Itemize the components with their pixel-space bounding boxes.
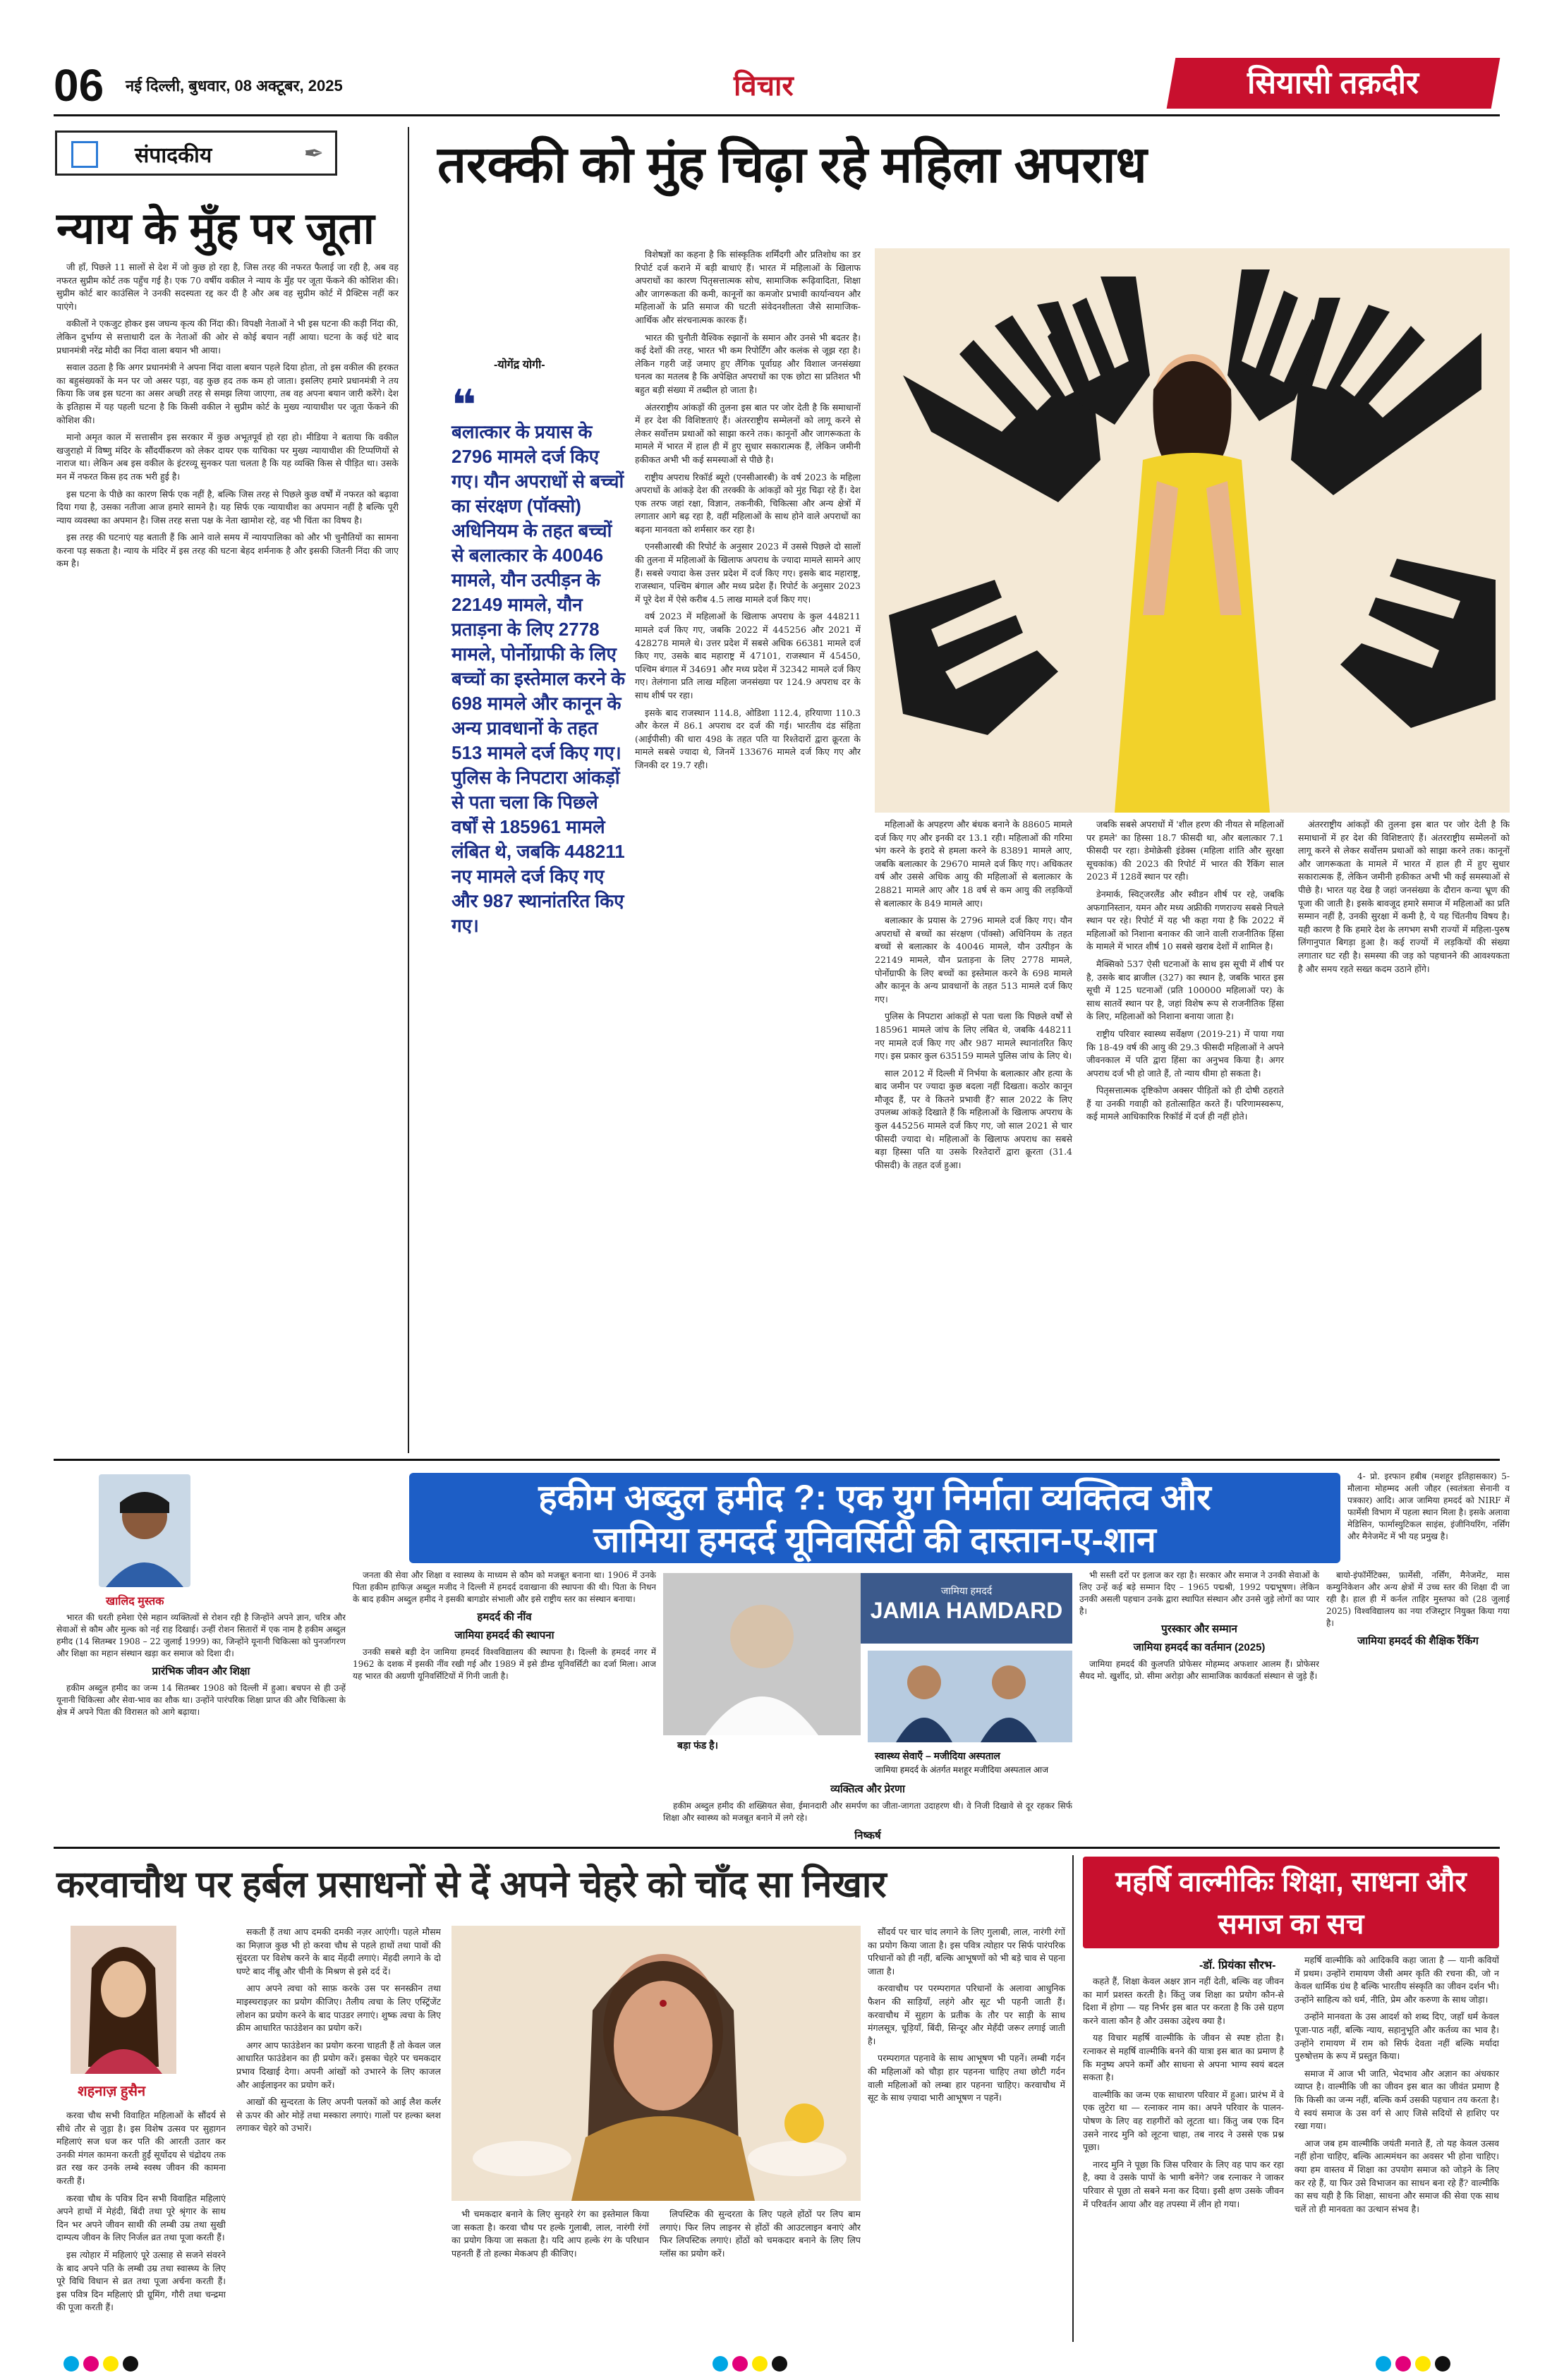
brand-title: सियासी तक़दीर [1247, 66, 1419, 100]
author-portrait-icon [99, 1474, 190, 1587]
hamdard-headline-1: हकीम अब्दुल हमीद ?: एक युग निर्माता व्यक्तित्व और [538, 1478, 1211, 1517]
crime-illustration [875, 248, 1510, 813]
karwa-paragraph: अगर आप फाउंडेशन का प्रयोग करना चाहती हैं तो केवल जल आधारित फाउंडेशन का ही प्रयोग करें। इसका चेहरे पर चमकदार प्रभाव दिखाई देगा। अपनी आंखों को उभारने के लिए काजल और आईलाइनर का प्रयोग करें। [236, 2039, 441, 2090]
crime-paragraph: अंतरराष्ट्रीय आंकड़ों की तुलना इस बात पर जोर देती है कि समाधानों में हर देश की विशिष्टताएं हैं। अंतरराष्ट्रीय सम्मेलनों को लागू करने से लेकर सर्वोत्तम प्रथाओं को साझा करने तक। कानूनों और जागरूकता के मामले में भारत में हाल ही में हुए सुधार सकारात्मक हैं, लेकिन जमीनी हकीकत अभी भी कई समस्याओं से पीछे है। भारत यह देख है जहां जनसंख्या के दौरान कन्या भ्रूण की पूजा की जाती है। इसके बावजूद हमारे समाज में महिलाओं का प्रति सम्मान नहीं है, उनकी सुरक्षा में कमी है, ये यह चिंतनीय विषय है। यही कारण है कि हमारे देश के लगभग सभी राज्यों में महिला-पुरुष लिंगानुपात बिगड़ा हुआ है। कई राज्यों में लड़कियों की संख्या लगातार घट रही है। समस्या की जड़ को पहचानने की आवश्यकता है और समय रहते सख्त कदम उठाने होंगे। [1298, 819, 1510, 974]
hamdard-subhead: प्रारंभिक जीवन और शिक्षा [152, 1665, 250, 1677]
karwa-headline: करवाचौथ पर हर्बल प्रसाधनों से दें अपने चेहरे को चाँद सा निखार [56, 1864, 887, 1905]
hamdard-paragraph: भी सस्ती दरों पर इलाज कर रहा है। सरकार और समाज ने उनकी सेवाओं के लिए उन्हें कई बड़े सम्मान दिए – 1965 पद्मश्री, 1992 पद्मभूषण। लेकिन उनकी असली पहचान उनके द्वारा स्थापित संस्थान और उनसे जुड़े लोगों का प्यार है। [1079, 1570, 1319, 1616]
editorial-paragraph: मानो अमृत काल में सत्तासीन इस सरकार में कुछ अभूतपूर्व हो रहा हो। मीडिया ने बताया कि वकील खजुराहो में विष्णु मंदिर के सौंदर्यीकरण को लेकर दायर एक याचिका पर मुख्य न्यायाधीश की टिप्पणियों से नाराज था। लेकिन अब इस वकील के इंटरव्यू सुनकर पता चलता है कि यह व्यक्ति किस से पीड़ित था। उसके मन में नफरत किस हद तक भरी हुई है। [56, 432, 399, 482]
karwa-col-5 [868, 1926, 1065, 2342]
valmiki-headline-band [1083, 1857, 1499, 1948]
registration-dot [103, 2356, 119, 2372]
registration-dot [63, 2356, 79, 2372]
officials-photo [868, 1651, 1072, 1742]
registration-dot [752, 2356, 768, 2372]
valmiki-author: -डॉ. प्रियंका सौरभ- [1199, 1960, 1276, 1972]
crime-col-2 [875, 818, 1072, 1451]
registration-dot [1395, 2356, 1411, 2372]
hamdard-subhead: जामिया हमदर्द का वर्तमान (2025) [1133, 1641, 1266, 1653]
crime-paragraph: राष्ट्रीय परिवार स्वास्थ्य सर्वेक्षण (2019-21) में पाया गया कि 18-49 वर्ष की आयु की 29.3 फीसदी महिलाओं ने अपने जीवनकाल में पति द्वारा हिंसा का अनुभव किया है। अगर अपराध दर्ज भी हो जाते हैं, तो न्याय धीमा हो सकता है। [1086, 1028, 1284, 1079]
karwa-col-2 [236, 1926, 441, 2342]
karwa-paragraph: करवाचौथ पर परम्परागत परिधानों के अलावा आधुनिक फैशन की साड़ियाँ, लहंगे और सूट भी पहनी जाती हैं। करवाचौथ में सुहाग के प्रतीक के तौर पर साड़ी के साथ मंगलसूत्र, चूड़ियाँ, बिंदी, सिन्दूर और मेहँदी जरूर लगाई जाती है। [868, 1983, 1065, 2046]
registration-marks-right [1376, 2356, 1455, 2374]
registration-dot [1435, 2356, 1450, 2372]
hamdard-paragraph: जनता की सेवा और शिक्षा व स्वास्थ्य के माध्यम से कौम को मजबूत बनाना था। 1906 में उनके पिता हकीम हाफिज़ अब्दुल मजीद ने दिल्ली में हमदर्द दवाखाना की स्थापना की थी। पिता के निधन के बाद हकीम अब्दुल हमीद ने इसकी बागडोर संभाली और इसे राष्ट्रीय स्तर का संस्थान बनाया। [353, 1570, 656, 1604]
valmiki-paragraph: समाज में आज भी जाति, भेदभाव और अज्ञान का अंधकार व्याप्त है। वाल्मीकि जी का जीवन इस बात का जीवंत प्रमाण है कि किसी का जन्म नहीं, बल्कि कर्म उसकी पहचान तय करता है। ये स्वयं समाज के उस वर्ग से आए जिसे सदियों से हाशिए पर रखा गया। [1295, 2068, 1499, 2132]
crime-paragraph: एनसीआरबी की रिपोर्ट के अनुसार 2023 में उससे पिछले दो सालों की तुलना में महिलाओं के खिलाफ अपराध के ज्यादा मामले सामने आए हैं। सबसे ज्यादा केस उत्तर प्रदेश में दर्ज किए गए। इसके बाद महाराष्ट्र, राजस्थान, पश्चिम बंगाल और मध्य प्रदेश हैं। रिपोर्ट के अनुसार 2023 में पूरे देश में ऐसे करीब 4.5 लाख मामले दर्ज किए गए। [635, 541, 861, 605]
section-title: विचार [734, 71, 794, 102]
quote-mark-icon: ❝ [451, 381, 477, 430]
registration-dot [732, 2356, 748, 2372]
page-number: 06 [54, 60, 104, 111]
crime-paragraph: डेनमार्क, स्विट्जरलैंड और स्वीडन शीर्ष पर रहे, जबकि अफगानिस्तान, यमन और मध्य अफ्रीकी गणराज्य सबसे निचले स्थान पर रहे। रिपोर्ट में यह भी कहा गया है कि 2022 में महिलाओं को निशाना बनाकर की जाने वाली राजनीतिक हिंसा के मामले में भारत शीर्ष 10 सबसे खराब देशों में शामिल है। [1086, 888, 1284, 952]
registration-dot [713, 2356, 728, 2372]
karwa-col-4 [660, 2208, 861, 2342]
pull-quote-text: बलात्कार के प्रयास के 2796 मामले दर्ज किए गए। यौन अपराधों से बच्चों का संरक्षण (पॉक्सो) अधिनियम के तहत बच्चों से बलात्कार के 40046 मामले, यौन उत्पीड़न के 22149 मामले, यौन प्रताड़ना के लिए 2778 मामले, पोर्नोग्राफी के लिए बच्चों का इस्तेमाल करने के 698 मामले और कानून के अन्य प्रावधानों के तहत 513 मामले दर्ज किए गए। पुलिस के निपटारा आंकड़ों से पता चला कि पिछले वर्षों से 185961 मामले लंबित थे, जबकि 448211 नए मामले दर्ज किए गए और 987 स्थानांतरित किए गए। [451, 421, 626, 936]
crime-paragraph: राष्ट्रीय अपराध रिकॉर्ड ब्यूरो (एनसीआरबी) के वर्ष 2023 के महिला अपराधों के आंकड़े देश की तरक्की के आंकड़ों को मुंह चिढ़ा रहे हैं। देश एक तरफ जहां रक्षा, विज्ञान, तकनीकी, चिकित्सा और अन्य क्षेत्रों में लगातार आगे बढ़ रहा है, वहीं महिलाओं के साथ होने वाले अपराधों का बढ़ना मानवता को शर्मसार कर रहा है। [635, 471, 861, 535]
hamdard-subhead: व्यक्तित्व और प्रेरणा [830, 1783, 905, 1795]
editorial-headline: न्याय के मुँह पर जूता [56, 205, 375, 253]
hospital-caption: स्वास्थ्य सेवाएँ – मजीदिया अस्पताल [875, 1750, 1000, 1761]
crime-paragraph: वर्ष 2023 में महिलाओं के खिलाफ अपराध के कुल 448211 मामले दर्ज किए गए, जबकि 2022 में 445256 और 2021 में 428278 मामले थे। उत्तर प्रदेश में सबसे अधिक 66381 मामले दर्ज किए गए, उसके बाद महाराष्ट्र में 47101, राजस्थान में 45450, पश्चिम बंगाल में 34691 और मध्य प्रदेश में 32342 मामले दर्ज किए गए। तेलंगाना प्रति लाख महिला जनसंख्या पर 124.9 अपराध दर के साथ शीर्ष पर रहा। [635, 611, 861, 700]
crime-paragraph: पितृसत्तात्मक दृष्टिकोण अक्सर पीड़ितों को ही दोषी ठहराते हैं या उनकी गवाही को हतोत्साहित करते हैं। परिणामस्वरूप, कई मामले आधिकारिक रिकॉर्ड में दर्ज ही नहीं होते। [1086, 1085, 1284, 1122]
editorial-paragraph: इस घटना के पीछे का कारण सिर्फ एक नहीं है, बल्कि जिस तरह से पिछले कुछ वर्षों में नफरत को बढ़ावा दिया गया है, उसका नतीजा आज हमारे सामने है। यह सिर्फ एक न्यायाधीश का अपमान नहीं है बल्कि पूरी न्याय व्यवस्था का अपमान है। जिस तरह सत्ता पक्ष के नेता खामोश रहे, वह भी चिंता का विषय है। [56, 488, 399, 526]
editorial-body [56, 261, 399, 1453]
karwa-author: शहनाज़ हुसैन [78, 2084, 146, 2099]
hamdard-col-1 [56, 1612, 346, 1841]
hamdard-subhead: हमदर्द की नींव [477, 1611, 532, 1623]
hospital-caption-sub: जामिया हमदर्द के अंतर्गत मशहूर मजीदिया अस्पताल आज [875, 1765, 1049, 1775]
hamdard-paragraph: 4- प्रो. इरफान हबीब (मशहूर इतिहासकार) 5- मौलाना मोहम्मद अली जौहर (स्वतंत्रता सेनानी व पत्रकार) आदि। आज जामिया हमदर्द को NIRF में फार्मेसी विभाग में पहला स्थान मिला है। इसके अलावा मेडिसिन, फार्मास्युटिकल साइंस, इंजीनियरिंग, नर्सिंग और मैनेजमेंट में भी यह प्रमुख है। [1347, 1471, 1510, 1541]
hamdard-col-2 [353, 1570, 656, 1841]
karwa-photo [451, 1926, 861, 2201]
dateline: नई दिल्ली, बुधवार, 08 अक्टूबर, 2025 [126, 77, 343, 95]
crime-col-4 [1298, 818, 1510, 1451]
crime-paragraph: इसके बाद राजस्थान 114.8, ओडिशा 112.4, हरियाणा 110.3 और केरल में 86.1 अपराध दर दर्ज की गई। भारतीय दंड संहिता (आईपीसी) की धारा 498 के तहत पति या रिश्तेदारों द्वारा क्रूरता के मामले सबसे ज्यादा थे, जिनमें 133676 मामले दर्ज किए गए और जिनकी दर 19.7 रही। [635, 707, 861, 770]
crime-paragraph: साल 2012 में दिल्ली में निर्भया के बलात्कार और हत्या के बाद जमीन पर ज्यादा कुछ बदला नहीं दिखता। कठोर कानून मौजूद हैं, पर वे कितने प्रभावी हैं? साल 2022 के लिए उपलब्ध आंकड़े दिखाते हैं कि महिलाओं के खिलाफ अपराध के कुल 445256 मामले दर्ज किए गए, जो साल 2021 से चार फीसदी ज्यादा थे। महिलाओं के खिलाफ अपराध का सबसे बड़ा हिस्सा पति या उसके रिश्तेदारों द्वारा क्रूरता (31.4 फीसदी) के तहत दर्ज हुआ। [875, 1067, 1072, 1170]
hamdard-col-6 [663, 1778, 1072, 1841]
crime-col-3 [1086, 818, 1284, 1451]
hamdard-col-4 [1326, 1570, 1510, 1841]
column-rule [408, 127, 409, 1453]
hamdard-paragraph: भारत की धरती हमेशा ऐसे महान व्यक्तित्वों से रोशन रही है जिन्होंने अपने ज्ञान, चरित्र और सेवाओं से कौम और मुल्क को नई राह दिखाई। उन्हीं रोशन सितारों में एक नाम है हकीम अब्दुल हमीद (14 सितम्बर 1908 – 22 जुलाई 1999) का, जिन्होंने यूनानी चिकित्सा को पुनर्जागरण और शिक्षा का महान संस्थान खड़ा कर समाज को दिशा दी। [56, 1613, 346, 1658]
karwa-col-1 [56, 2109, 226, 2342]
valmiki-paragraph: कहते हैं, शिक्षा केवल अक्षर ज्ञान नहीं देती, बल्कि वह जीवन का मार्ग प्रशस्त करती है। किंतु जब शिक्षा का प्रयोग कौन-से दिशा में होगा — यह निर्भर इस बात पर करता है कि उसे ग्रहण करने वाला कौन है और उसका उद्देश्य क्या है। [1083, 1976, 1284, 2026]
karwa-paragraph: आखों की सुन्दरता के लिए अपनी पलकों को आई लैश कर्लर से ऊपर की ओर मोड़ें तथा मस्कारा लगाएं। गालों पर हल्का ब्लश लगाकर चेहरे को उभारें। [236, 2096, 441, 2134]
valmiki-col-2 [1295, 1954, 1499, 2342]
hamdard-col-3 [1079, 1570, 1319, 1841]
karwa-paragraph: करवा चौथ सभी विवाहित महिलाओं के सौंदर्य से सीधे तौर से जुड़ा है। इस विशेष उत्सव पर सुहागन महिलाएं सज धज कर पति की आरती उतार कर उनकी मंगल कामना करती हुईं सूर्योदय से चंद्रोदय तक व्रत रख कर उनके लम्बे स्वस्थ जीवन की कामना करती हैं। [56, 2110, 226, 2186]
hamdard-paragraph: हकीम अब्दुल हमीद की शख्सियत सेवा, ईमानदारी और समर्पण का जीता-जागता उदाहरण थी। वे निजी दिखावे से दूर रहकर सिर्फ शिक्षा और स्वास्थ्य को मजबूत बनाने में लगे रहे। [663, 1801, 1072, 1823]
crime-paragraph: महिलाओं के अपहरण और बंधक बनाने के 88605 मामले दर्ज किए गए और इनकी दर 13.1 रही। महिलाओं की गरिमा भंग करने के इरादे से हमला करने के 83891 मामले आए, जबकि बलात्कार के 29670 मामले दर्ज किए गए। अधिकतर वर्ष और उससे अधिक आयु की महिलाओं से बलात्कार के 28821 मामले आए और 18 वर्ष से कम आयु की लड़कियों से बलात्कार के 849 मामले आए। [875, 819, 1072, 909]
crime-paragraph: भारत की चुनौती वैश्विक रुझानों के समान और उनसे भी बदतर है। कई देशों की तरह, भारत भी कम रिपोर्टिंग और कलंक से जूझ रहा है। लेकिन गहरी जड़ें जमाए हुए लैंगिक पूर्वाग्रह और विशाल जनसंख्या घनत्व का मतलब है कि अपेक्षित अपराधों का एक छोटा सा प्रतिशत भी बहुत बड़ी संख्या में तब्दील हो जाता है। [635, 332, 861, 395]
crime-paragraph: जबकि सबसे अपराधों में 'शील हरण की नीयत से महिलाओं पर हमले' का हिस्सा 18.7 फीसदी था, और बलात्कार 7.1 फीसदी पर रहा। डेमोक्रेसी इंडेक्स (महिला शांति और सुरक्षा सूचकांक) की 2023 की रिपोर्ट में भारत की रैंकिंग साल 2023 में 128वें स्थान पर रही। [1086, 819, 1284, 882]
registration-dot [83, 2356, 99, 2372]
crime-paragraph: पुलिस के निपटारा आंकड़ों से पता चला कि पिछले वर्षों से 185961 मामले जांच के लिए लंबित थे, जबकि 448211 नए मामले दर्ज किए गए और 987 मामले स्थानांतरित किए गए। इस प्रकार कुल 635159 मामले पुलिस जांच के लिए थे। [875, 1011, 1072, 1062]
registration-marks-center [713, 2356, 792, 2374]
editorial-paragraph: सवाल उठता है कि अगर प्रधानमंत्री ने अपना निंदा वाला बयान पहले दिया होता, तो इस वकील की हरकत का बहुसंख्यकों के मन पर जो असर पड़ा, वह कुछ हद तक कम हो जाता। इसलिए हमारे प्रधानमंत्री ने तय किया कि जब इस घटना का असर अच्छी तरह से समझ लिया जाएगा, तब वह अपना बयान जारी करेंगे। देश के इतिहास में यह पहली घटना है कि किसी वकील ने सुप्रीम कोर्ट के मुख्य न्यायाधीश पर जूता फेंकने की कोशिश की। [56, 362, 399, 425]
hamdard-subhead: जामिया हमदर्द की शैक्षिक रैंकिंग [1357, 1635, 1479, 1647]
hamdard-subhead: निष्कर्ष [854, 1830, 881, 1841]
karwa-author-photo [71, 1926, 176, 2074]
karwa-col-3 [451, 2208, 649, 2342]
valmiki-col-1 [1083, 1975, 1284, 2342]
valmiki-paragraph: नारद मुनि ने पूछा कि जिस परिवार के लिए वह पाप कर रहा है, क्या वे उसके पापों के भागी बनेंगे? जब रत्नाकर ने जाकर परिवार से पूछा तो सबने मना कर दिया। इसी क्षण उसके जीवन में परिवर्तन आया और वह तपस्या में लीन हो गया। [1083, 2159, 1284, 2209]
valmiki-paragraph: आज जब हम वाल्मीकि जयंती मनाते हैं, तो यह केवल उत्सव नहीं होना चाहिए, बल्कि आत्ममंथन का अवसर भी होना चाहिए। क्या हम वास्तव में शिक्षा का उपयोग समाज को जोड़ने के लिए कर रहे हैं, या फिर उसे विभाजन का साधन बना रहे हैं? वाल्मीकि का सच यही है कि शिक्षा, साधना और समाज की सेवा एक साथ चलें तो ही मानवता का उत्थान संभव है। [1295, 2137, 1499, 2214]
karwa-paragraph: परम्परागत पहनावे के साथ आभूषण भी पहनें। लम्बी गर्दन की महिलाओं को चौड़ा हार पहनना चाहिए तथा छोटी गर्दन वाली महिलाओं को लम्बा हार पहनना चाहिए। करवाचौथ में सूट के साथ ज़्यादा भारी आभूषण न पहनें। [868, 2053, 1065, 2103]
valmiki-paragraph: वाल्मीकि का जन्म एक साधारण परिवार में हुआ। प्रारंभ में वे एक लुटेरा था — रत्नाकर नाम का। अपने परिवार के पालन-पोषण के लिए वह राहगीरों को लूटता था। किंतु जब एक दिन उसने नारद मुनि को लूटना चाहा, तब नारद ने उससे एक प्रश्न पूछा। [1083, 2089, 1284, 2153]
crime-headline: तरक्की को मुंह चिढ़ा रहे महिला अपराध [437, 137, 1147, 193]
hamdard-sign-text: JAMIA HAMDARD [870, 1598, 1063, 1623]
editorial-paragraph: इस तरह की घटनाएं यह बताती हैं कि आने वाले समय में न्यायपालिका को और भी चुनौतियों का सामना करना पड़ सकता है। न्याय के मंदिर में इस तरह की घटना बेहद शर्मनाक है और इसकी जितनी निंदा की जाए कम है। [56, 532, 399, 569]
hands-illustration [875, 248, 1510, 813]
brand-band [1167, 58, 1501, 109]
registration-marks-left [63, 2356, 143, 2374]
editorial-paragraph: वकीलों ने एकजुट होकर इस जघन्य कृत्य की निंदा की। विपक्षी नेताओं ने भी इस घटना की कड़ी निंदा की, लेकिन दुर्भाग्य से सत्ताधारी दल के नेताओं की ओर से कोई बयान नहीं आया। घटना के कई घंटे बाद प्रधानमंत्री नरेंद्र मोदी का निंदा वाला बयान भी आया। [56, 318, 399, 356]
karwa-author-portrait-icon [71, 1926, 176, 2074]
hamdard-col-5 [1347, 1471, 1510, 1570]
hamdard-headline-2: जामिया हमदर्द यूनिवर्सिटी की दास्तान-ए-शान [593, 1520, 1156, 1560]
crime-paragraph: अंतरराष्ट्रीय आंकड़ों की तुलना इस बात पर जोर देती है कि समाधानों में हर देश की विशिष्टताएं हैं। अंतरराष्ट्रीय सम्मेलनों को लागू करने से लेकर सर्वोत्तम प्रथाओं को साझा करने तक। कानूनों और जागरूकता के मामले में भारत में हाल ही में हुए सुधार सकारात्मक हैं, लेकिन जमीनी हकीकत अभी भी कई समस्याओं से पीछे है। [635, 401, 861, 465]
editorial-square-icon [71, 141, 98, 168]
hamdard-paragraph: जामिया हमदर्द की कुलपति प्रोफेसर मोहम्मद अफशार आलम हैं। प्रोफेसर सैयद मो. खुर्शीद, प्रो. सीमा अरोड़ा और सामाजिक कार्यकर्ता संस्थान से जुड़े हैं। [1079, 1659, 1319, 1681]
hamdard-author: खालिद मुस्तक [106, 1596, 164, 1608]
crime-col-1 [635, 248, 861, 1451]
karwa-paragraph: इस त्योहार में महिलाएं पूरे उत्साह से सजने संवरने के बाद अपने पति के लम्बी उम्र तथा स्वास्थ्य के लिए पूरे विधि विधान से व्रत तथा पूजा अर्चना करती हैं। इस पवित्र दिन महिलाएं प्री ग्रूमिंग, गौरी तथा चन्द्रमा की पूजा करती हैं। [56, 2249, 226, 2313]
karwa-paragraph: लिपस्टिक की सुन्दरता के लिए पहले होंठों पर लिप बाम लगाएं। फिर लिप लाइनर से होंठों की आउटलाइन बनाएं और फिर लिपस्टिक लगाएं। होंठों को चमकदार बनाने के लिए लिप ग्लॉस का प्रयोग करें। [660, 2209, 861, 2259]
crime-paragraph: विशेषज्ञों का कहना है कि सांस्कृतिक शर्मिंदगी और प्रतिशोध का डर रिपोर्ट दर्ज कराने में बड़ी बाधाएं हैं। भारत में महिलाओं के खिलाफ अपराधों का कारण पितृसत्तात्मक सोच, सामाजिक रूढ़िवादिता, शिक्षा और जागरूकता की कमी, कानूनों का कमजोर प्रभावी कार्यान्वयन और महिलाओं के प्रति समाज की घटती संवेदनशीलता जैसे सामाजिक-आर्थिक और संरचनात्मक कारक हैं। [635, 249, 861, 325]
founder-photo [663, 1573, 861, 1735]
karwa-paragraph: सकती हैं तथा आप दमकी दमकी नज़र आएंगी। पहले मौसम का मिज़ाज कुछ भी हो करवा चौथ से पहले हाथों तथा पावों की सुंदरता पर विशेष करने के बाद मेंहदी लगाएं। मेंहदी लगाने के दो घण्टे बाद नींबू और चीनी के मिश्रण से इसे दर्द दें। [236, 1926, 441, 1977]
crime-paragraph: मैक्सिको 537 ऐसी घटनाओं के साथ इस सूची में शीर्ष पर है, उसके बाद ब्राजील (327) का स्थान है, जबकि भारत इस सूची में 125 घटनाओं (प्रति 100000 महिलाओं पर) के साथ सातवें स्थान पर है, जहां विशेष रूप से राजनीतिक हिंसा के लिए, महिलाओं को निशाना बनाया जाता है। [1086, 958, 1284, 1022]
valmiki-paragraph: महर्षि वाल्मीकि को आदिकवि कहा जाता है — यानी कवियों में प्रथम। उन्होंने रामायण जैसी अमर कृति की रचना की, जो न केवल धार्मिक ग्रंथ है बल्कि भारतीय संस्कृति का जीवन दर्शन भी। उन्होंने साहित्य को धर्म, नीति, प्रेम और करुणा के साथ जोड़ा। [1295, 1955, 1499, 2005]
registration-dot [1376, 2356, 1391, 2372]
karwa-paragraph: करवा चौथ के पवित्र दिन सभी विवाहित महिलाएं अपने हाथों में मेहंदी, बिंदी तथा पूरे श्रृंगार के साथ दिन भर अपने जीवन साथी की लम्बी उम्र तथा सुखी दाम्पत्य जीवन के लिए निर्जल व्रत तथा पूजा करती हैं। [56, 2192, 226, 2243]
founder-portrait-icon [663, 1573, 861, 1735]
hamdard-subhead: जामिया हमदर्द की स्थापना [454, 1629, 554, 1641]
hamdard-headline-band [409, 1473, 1340, 1563]
masthead-rule [54, 114, 1500, 116]
bride-illustration [451, 1926, 861, 2201]
author-photo [99, 1474, 190, 1587]
valmiki-headline: महर्षि वाल्मीकिः शिक्षा, साधना और समाज का सच [1115, 1866, 1467, 1940]
hamdard-subhead: पुरस्कार और सम्मान [1161, 1623, 1237, 1635]
section-rule [54, 1459, 1500, 1461]
hamdard-sign-photo [861, 1573, 1072, 1644]
editorial-label-box [55, 130, 337, 176]
crime-paragraph: बलात्कार के प्रयास के 2796 मामले दर्ज किए गए। यौन अपराधों से बच्चों का संरक्षण (पॉक्सो) अधिनियम के तहत बच्चों से बलात्कार के 40046 मामले, यौन उत्पीड़न के 22149 मामले, यौन प्रताड़ना के लिए 2778 मामले, पोर्नोग्राफी के लिए बच्चों का इस्तेमाल करने के 698 मामले और कानून के अन्य प्रावधानों के तहत 513 मामले दर्ज किए गए। [875, 915, 1072, 1004]
pen-icon: ✒ [303, 140, 324, 168]
registration-dot [772, 2356, 787, 2372]
officials-portrait-icon [868, 1651, 1072, 1742]
valmiki-paragraph: उन्होंने मानवता के उस आदर्श को शब्द दिए, जहाँ धर्म केवल पूजा-पाठ नहीं, बल्कि न्याय, सहानुभूति और कर्तव्य का भाव है। उन्होंने रामायण में राम को सिर्फ देवता नहीं बल्कि मर्यादा पुरुषोत्तम के रूप में प्रस्तुत किया। [1295, 2011, 1499, 2062]
editorial-label: संपादकीय [135, 144, 212, 167]
karwa-paragraph: आप अपने त्वचा को साफ़ करके उस पर सनस्क्रीन तथा माइस्चराइज़र का प्रयोग कीजिए। तैलीय त्वचा के लिए एस्ट्रिंजेंट लोशन का प्रयोग करने के बाद पाउडर लगाएं। शुष्क त्वचा के लिए क्रीम आधारित फाउंडेशन का प्रयोग करें। [236, 1983, 441, 2034]
pull-quote [451, 381, 628, 938]
registration-dot [1415, 2356, 1431, 2372]
hamdard-paragraph: उनकी सबसे बड़ी देन जामिया हमदर्द विश्वविद्यालय की स्थापना है। दिल्ली के हमदर्द नगर में 1962 के दशक में इसकी नींव रखी गई और 1989 में इसे डीम्ड यूनिवर्सिटी का दर्जा मिला। आज यह भारत की अग्रणी यूनिवर्सिटियों में गिनी जाती है। [353, 1647, 656, 1681]
valmiki-paragraph: यह विचार महर्षि वाल्मीकि के जीवन से स्पष्ट होता है। रत्नाकर से महर्षि वाल्मीकि बनने की यात्रा इस बात का प्रमाण है कि मनुष्य अपने कर्मों और साधना से अपना भाग्य स्वयं बदल सकता है। [1083, 2032, 1284, 2083]
crime-author: -योगेंद्र योगी- [494, 359, 545, 371]
hamdard-paragraph: बायो-इंफॉर्मेटिक्स, फ़ार्मेसी, नर्सिंग, मैनेजमेंट, मास कम्युनिकेशन और अन्य क्षेत्रों में उच्च स्तर की शिक्षा दी जा रही है। हाल ही में कर्नल ताहिर मुस्तफा को (28 जुलाई 2025) विश्वविद्यालय का नया रजिस्ट्रार नियुक्त किया गया है। [1326, 1570, 1510, 1628]
karwa-paragraph: भी चमकदार बनाने के लिए सुनहरे रंग का इस्तेमाल किया जा सकता है। करवा चौथ पर हल्के गुलाबी, लाल, नारंगी रंगों का प्रयोग किया जा सकता है। यदि आप हल्के रंग के परिधान पहनती हैं तो हल्का मेकअप ही कीजिए। [451, 2209, 649, 2259]
section-rule-2 [54, 1847, 1500, 1849]
founder-caption: बड़ा फंड है। [677, 1740, 718, 1751]
editorial-paragraph: जी हाँ, पिछले 11 सालों से देश में जो कुछ हो रहा है, जिस तरह की नफरत फैलाई जा रही है, अब वह नफरत सुप्रीम कोर्ट तक पहुँच गई है। एक 70 वर्षीय वकील ने न्याय के मुँह पर जूता फेंकने की कोशिश की। सुप्रीम कोर्ट बार काउंसिल ने उनकी सदस्यता रद्द कर दी है और अब वह सुप्रीम कोर्ट में प्रैक्टिस नहीं कर पाएंगे। [56, 262, 399, 312]
karwa-paragraph: सौंदर्य पर चार चांद लगाने के लिए गुलाबी, लाल, नारंगी रंगों का प्रयोग किया जाता है। इस पवित्र त्योहार पर सिर्फ पारंपरिक परिधानों को ही नहीं, बल्कि आभूषणों को भी बड़े चाव से पहना जाता है। [868, 1926, 1065, 1977]
column-rule-2 [1072, 1855, 1074, 2342]
registration-dot [123, 2356, 138, 2372]
hamdard-paragraph: हकीम अब्दुल हमीद का जन्म 14 सितम्बर 1908 को दिल्ली में हुआ। बचपन से ही उन्हें यूनानी चिकित्सा और सेवा-भाव का शौक था। उन्होंने पारंपरिक शिक्षा प्राप्त की और चिकित्सा के क्षेत्र में अपने पिता की विरासत को आगे बढ़ाया। [56, 1683, 346, 1717]
hamdard-sign-hindi: जामिया हमदर्द [940, 1585, 993, 1596]
